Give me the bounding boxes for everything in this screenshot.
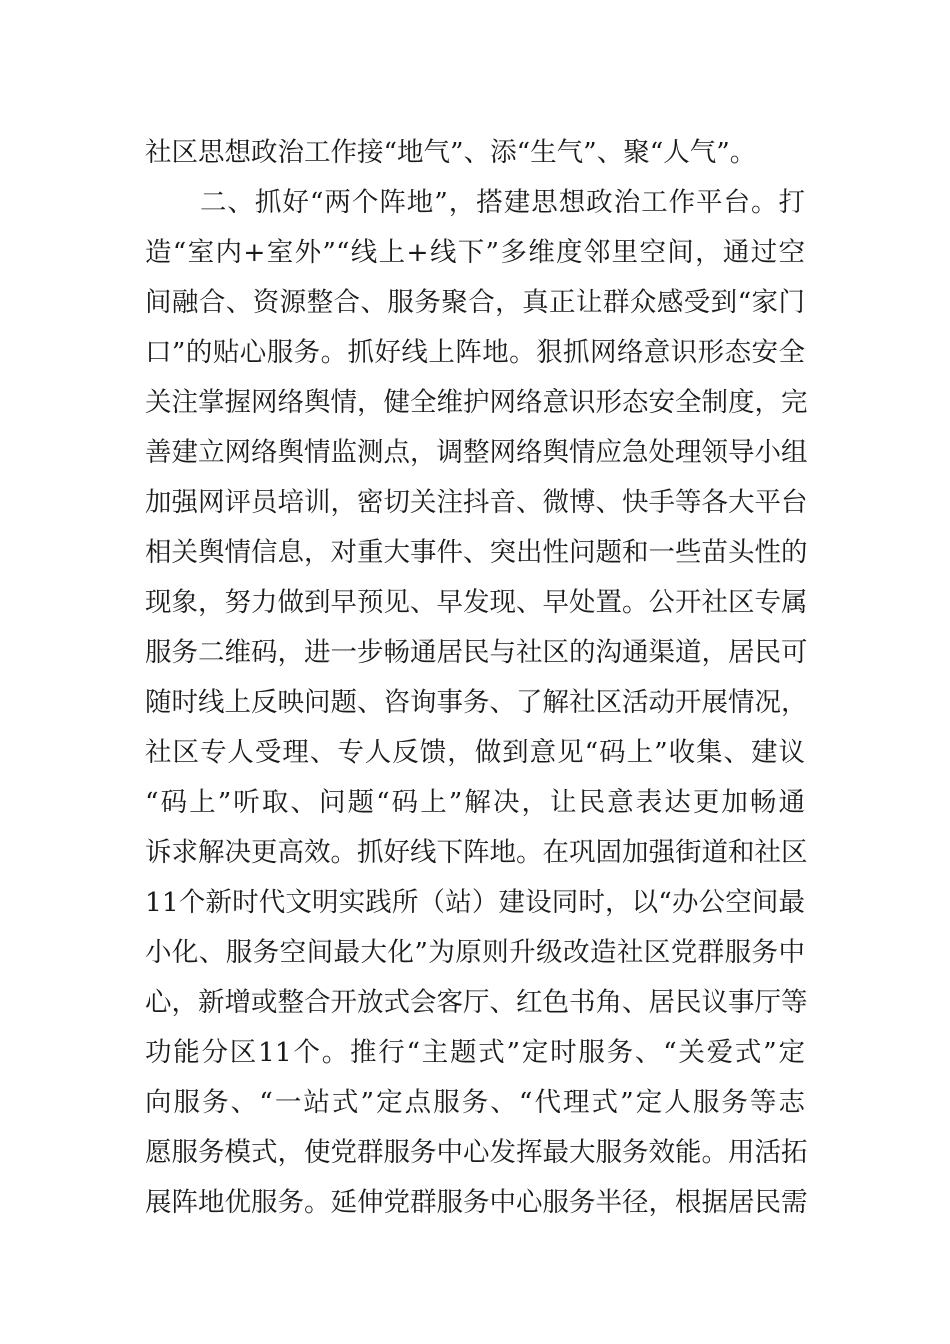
text-line: 口”的贴心服务。抓好线上阵地。狠抓网络意识形态安全 <box>145 337 805 368</box>
text-line: 相关舆情信息，对重大事件、突出性问题和一些苗头性的 <box>145 537 808 568</box>
text-line: 随时线上反映问题、咨询事务、了解社区活动开展情况， <box>145 687 808 718</box>
text-line: 善建立网络舆情监测点，调整网络舆情应急处理领导小组 <box>145 437 808 468</box>
text-line: 愿服务模式，使党群服务中心发挥最大服务效能。用活拓 <box>145 1137 808 1168</box>
text-line: 心，新增或整合开放式会客厅、红色书角、居民议事厅等 <box>145 987 808 1018</box>
text-line: 二、抓好“两个阵地”，搭建思想政治工作平台。打 <box>145 187 805 218</box>
text-line: 11个新时代文明实践所（站）建设同时，以“办公空间最 <box>145 887 805 918</box>
text-line: “码上”听取、问题“码上”解决，让民意表达更加畅通 <box>145 787 805 818</box>
text-line: 现象，努力做到早预见、早发现、早处置。公开社区专属 <box>145 587 808 618</box>
text-line: 向服务、“一站式”定点服务、“代理式”定人服务等志 <box>145 1087 805 1118</box>
text-line: 服务二维码，进一步畅通居民与社区的沟通渠道，居民可 <box>145 637 808 668</box>
text-line: 诉求解决更高效。抓好线下阵地。在巩固加强街道和社区 <box>145 837 808 868</box>
text-line: 社区专人受理、专人反馈，做到意见“码上”收集、建议 <box>145 737 805 768</box>
text-line: 社区思想政治工作接“地气”、添“生气”、聚“人气”。 <box>145 137 757 168</box>
text-line: 关注掌握网络舆情，健全维护网络意识形态安全制度，完 <box>145 387 808 418</box>
text-line: 加强网评员培训，密切关注抖音、微博、快手等各大平台 <box>145 487 808 518</box>
text-line: 造“室内+室外”“线上+线下”多维度邻里空间，通过空 <box>145 237 805 268</box>
text-line: 小化、服务空间最大化”为原则升级改造社区党群服务中 <box>145 937 805 968</box>
body-text <box>145 128 808 1228</box>
text-line: 功能分区11个。推行“主题式”定时服务、“关爱式”定 <box>145 1037 805 1068</box>
text-line: 间融合、资源整合、服务聚合，真正让群众感受到“家门 <box>145 287 805 318</box>
text-line: 展阵地优服务。延伸党群服务中心服务半径，根据居民需 <box>145 1187 808 1218</box>
